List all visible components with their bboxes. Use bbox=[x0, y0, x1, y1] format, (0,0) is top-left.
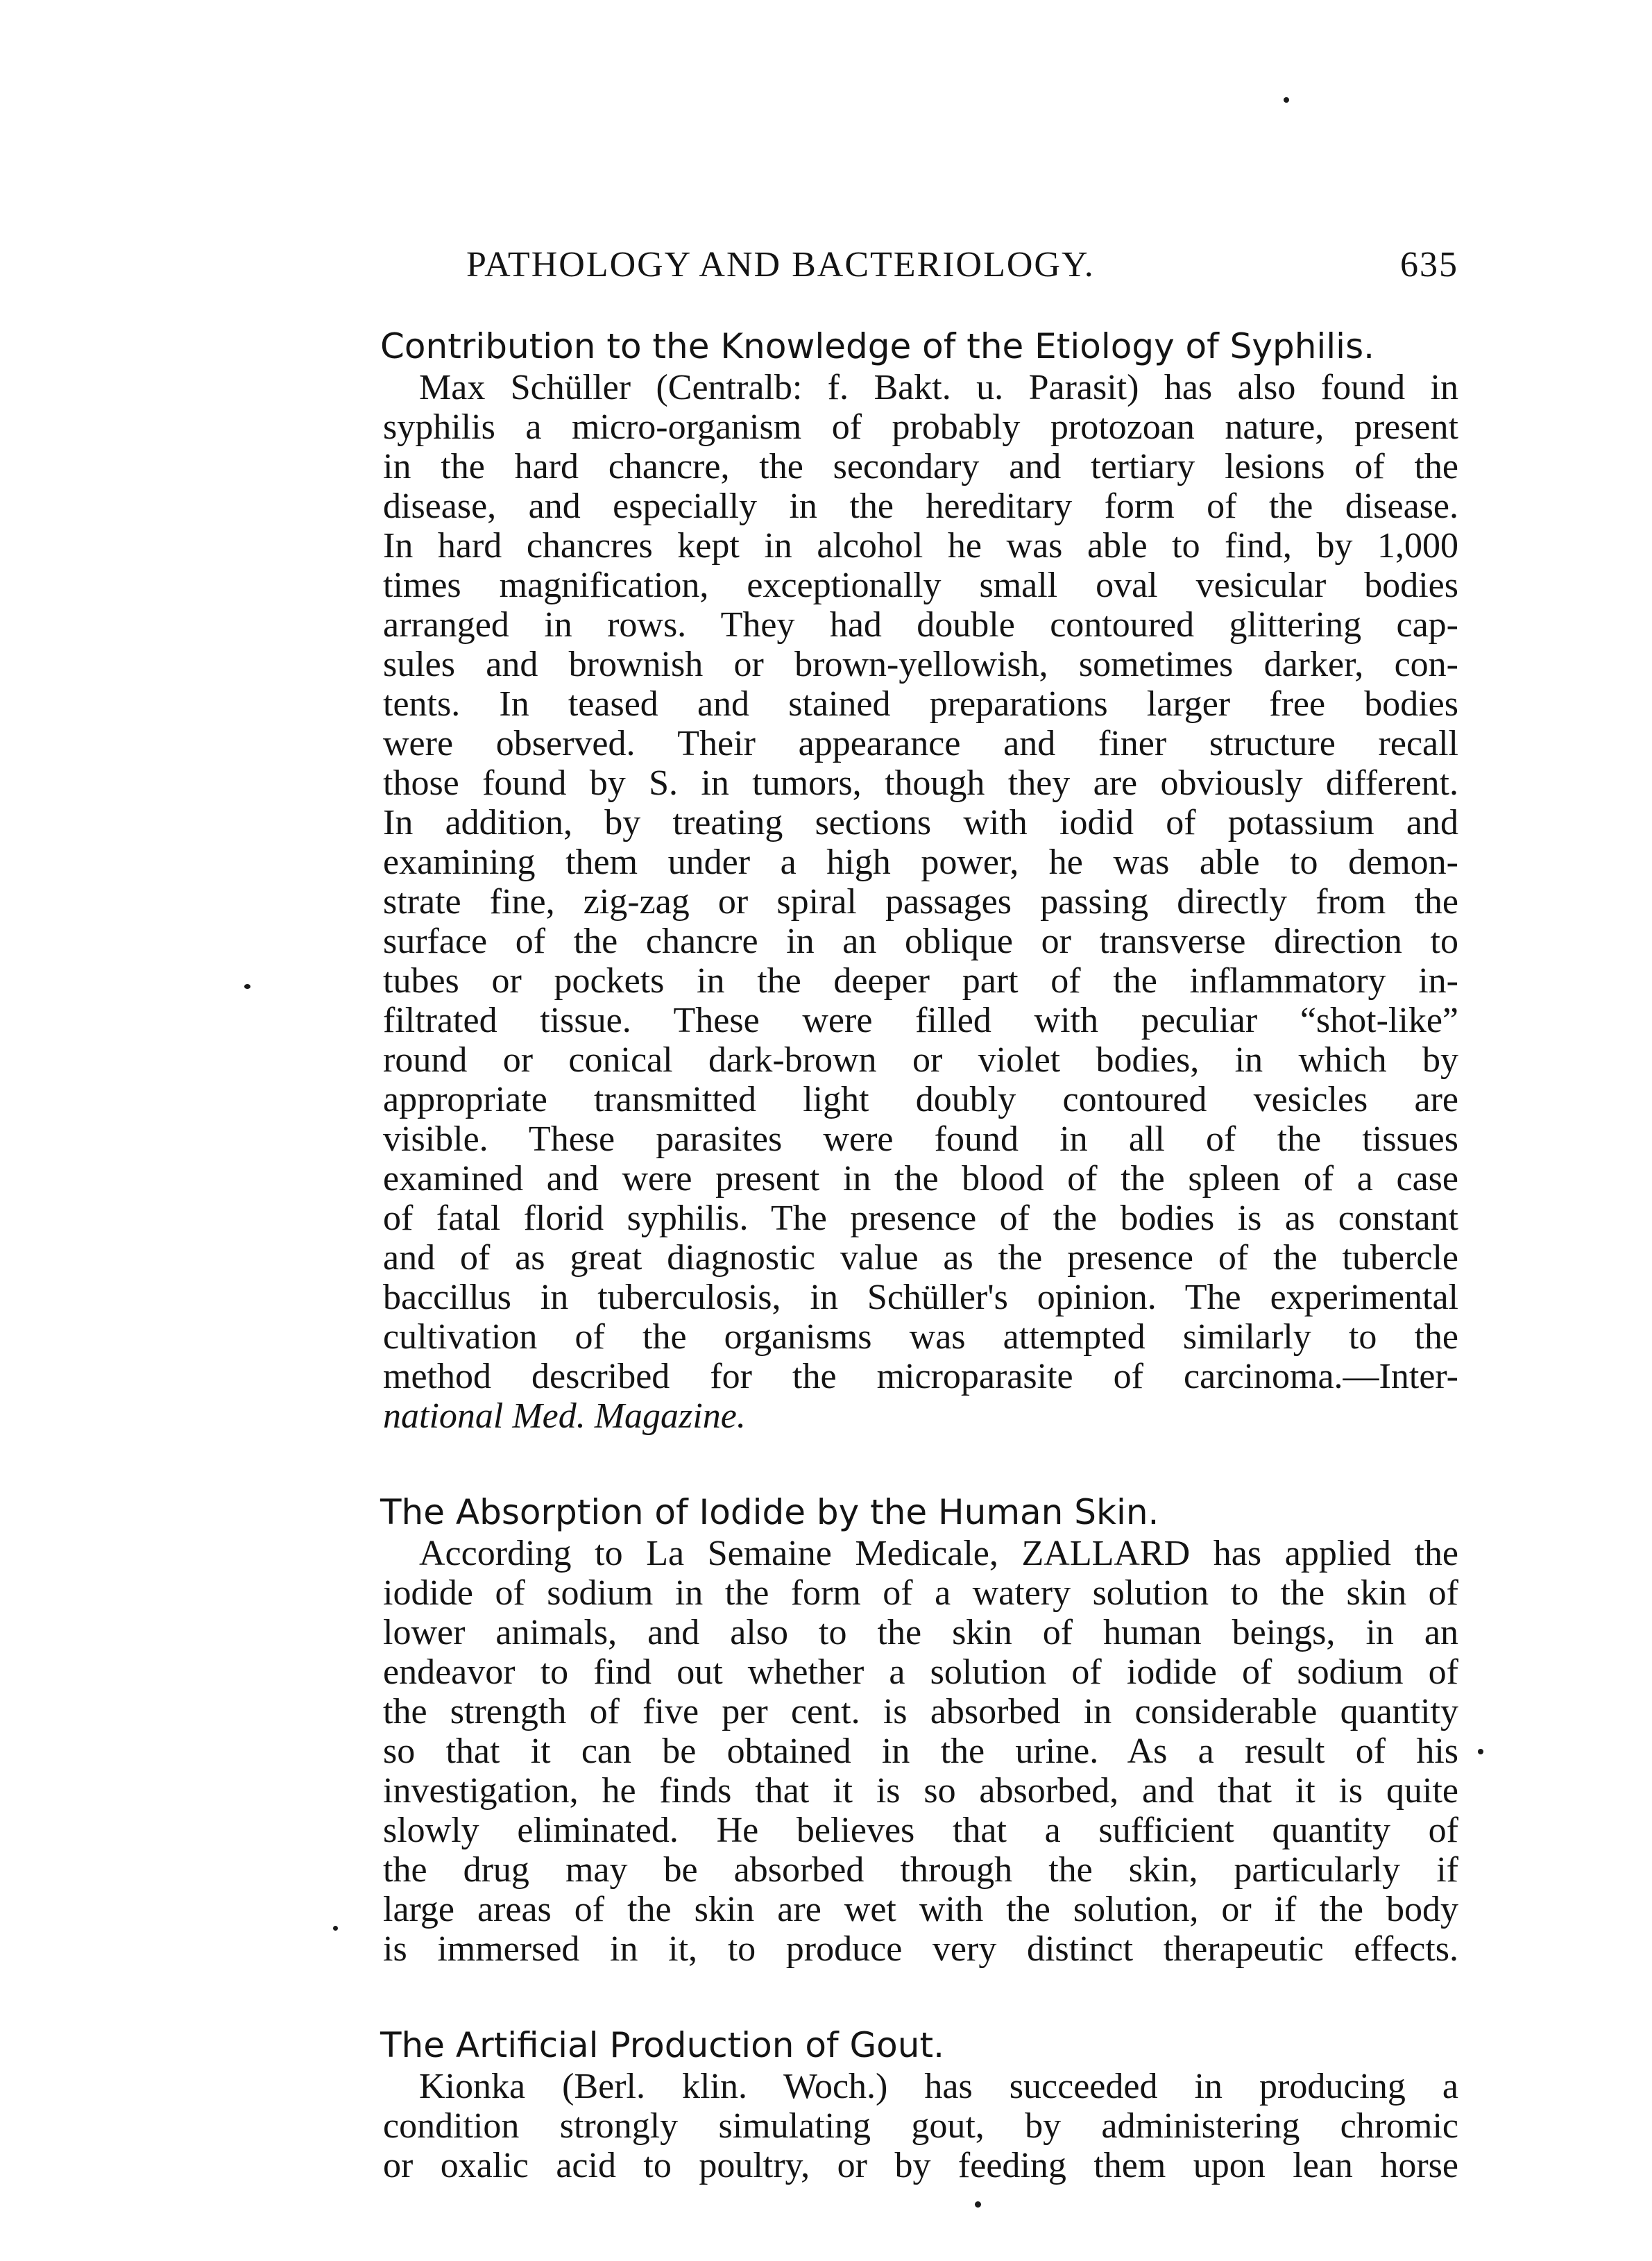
paragraph-line: Kionka (Berl. klin. Woch.) has succeeded in producing a bbox=[419, 2067, 1458, 2106]
scan-speck bbox=[244, 984, 250, 989]
running-header bbox=[383, 244, 1458, 294]
scan-speck bbox=[975, 2201, 981, 2208]
paragraph-line: disease, and especially in the hereditary form of the disease. bbox=[383, 486, 1458, 526]
paragraph-line: In hard chancres kept in alcohol he was able to find, by 1,000 bbox=[383, 526, 1458, 566]
scan-speck bbox=[1478, 1749, 1483, 1754]
running-title: PATHOLOGY AND BACTERIOLOGY. bbox=[466, 245, 1095, 285]
section-heading-artificial-production-of-gout: The Artificial Production of Gout. bbox=[380, 2025, 944, 2065]
paragraph-line: times magnification, exceptionally small oval vesicular bodies bbox=[383, 566, 1458, 605]
paragraph-line: of fatal florid syphilis. The presence of the bodies is as constant bbox=[383, 1199, 1458, 1238]
paragraph-line: Max Schüller (Centralb: f. Bakt. u. Parasit) has also found in bbox=[419, 368, 1458, 407]
page-number: 635 bbox=[1400, 245, 1458, 285]
paragraph-line: According to La Semaine Medicale, ZALLARD has applied the bbox=[419, 1534, 1458, 1573]
scan-speck bbox=[1284, 97, 1289, 103]
paragraph-line: cultivation of the organisms was attempted similarly to the bbox=[383, 1317, 1458, 1357]
paragraph-line: tubes or pockets in the deeper part of the inflammatory in- bbox=[383, 961, 1458, 1001]
paragraph-line: examining them under a high power, he was able to demon- bbox=[383, 842, 1458, 882]
paragraph-line: in the hard chancre, the secondary and tertiary lesions of the bbox=[383, 447, 1458, 486]
scan-speck bbox=[333, 1926, 338, 1931]
paragraph-line: baccillus in tuberculosis, in Schüller's opinion. The experimental bbox=[383, 1278, 1458, 1317]
paragraph-line: were observed. Their appearance and finer structure recall bbox=[383, 724, 1458, 763]
section-heading-etiology-of-syphilis: Contribution to the Knowledge of the Etiology of Syphilis. bbox=[380, 326, 1375, 366]
paragraph-line: appropriate transmitted light doubly contoured vesicles are bbox=[383, 1080, 1458, 1119]
paragraph-line: the drug may be absorbed through the skin, particularly if bbox=[383, 1850, 1458, 1890]
paragraph-line: and of as great diagnostic value as the presence of the tubercle bbox=[383, 1238, 1458, 1278]
paragraph-line: strate fine, zig-zag or spiral passages passing directly from the bbox=[383, 882, 1458, 922]
paragraph-line: sules and brownish or brown-yellowish, sometimes darker, con- bbox=[383, 645, 1458, 684]
paragraph-line: large areas of the skin are wet with the solution, or if the body bbox=[383, 1890, 1458, 1929]
paragraph-line: surface of the chancre in an oblique or transverse direction to bbox=[383, 922, 1458, 961]
paragraph-line: slowly eliminated. He believes that a sufficient quantity of bbox=[383, 1811, 1458, 1850]
paragraph-line: In addition, by treating sections with iodid of potassium and bbox=[383, 803, 1458, 842]
paragraph-line: condition strongly simulating gout, by administering chromic bbox=[383, 2106, 1458, 2146]
paragraph-line: filtrated tissue. These were filled with peculiar “shot-like” bbox=[383, 1001, 1458, 1040]
paragraph-line: round or conical dark-brown or violet bodies, in which by bbox=[383, 1040, 1458, 1080]
paragraph-line: syphilis a micro-organism of probably protozoan nature, present bbox=[383, 407, 1458, 447]
paragraph-line: examined and were present in the blood of the spleen of a case bbox=[383, 1159, 1458, 1199]
paragraph-line: arranged in rows. They had double contoured glittering cap- bbox=[383, 605, 1458, 645]
paragraph-line: the strength of five per cent. is absorbed in considerable quantity bbox=[383, 1692, 1458, 1731]
paragraph-line: visible. These parasites were found in all of the tissues bbox=[383, 1119, 1458, 1159]
paragraph-line: tents. In teased and stained preparations larger free bodies bbox=[383, 684, 1458, 724]
paragraph-line: iodide of sodium in the form of a watery solution to the skin of bbox=[383, 1573, 1458, 1613]
paragraph-line: so that it can be obtained in the urine. As a result of his bbox=[383, 1731, 1458, 1771]
paragraph-line: investigation, he finds that it is so absorbed, and that it is quite bbox=[383, 1771, 1458, 1811]
paragraph-line: those found by S. in tumors, though they are obviously different. bbox=[383, 763, 1458, 803]
paragraph-line: method described for the microparasite of carcinoma.—Inter- bbox=[383, 1357, 1458, 1396]
paragraph-line: lower animals, and also to the skin of human beings, in an bbox=[383, 1613, 1458, 1652]
section-heading-absorption-of-iodide: The Absorption of Iodide by the Human Skin. bbox=[380, 1492, 1159, 1532]
paragraph-line-citation: national Med. Magazine. bbox=[383, 1396, 746, 1436]
paragraph-line: is immersed in it, to produce very distinct therapeutic effects. bbox=[383, 1929, 1458, 1969]
paragraph-line: endeavor to find out whether a solution of iodide of sodium of bbox=[383, 1652, 1458, 1692]
paragraph-line: or oxalic acid to poultry, or by feeding them upon lean horse bbox=[383, 2146, 1458, 2185]
